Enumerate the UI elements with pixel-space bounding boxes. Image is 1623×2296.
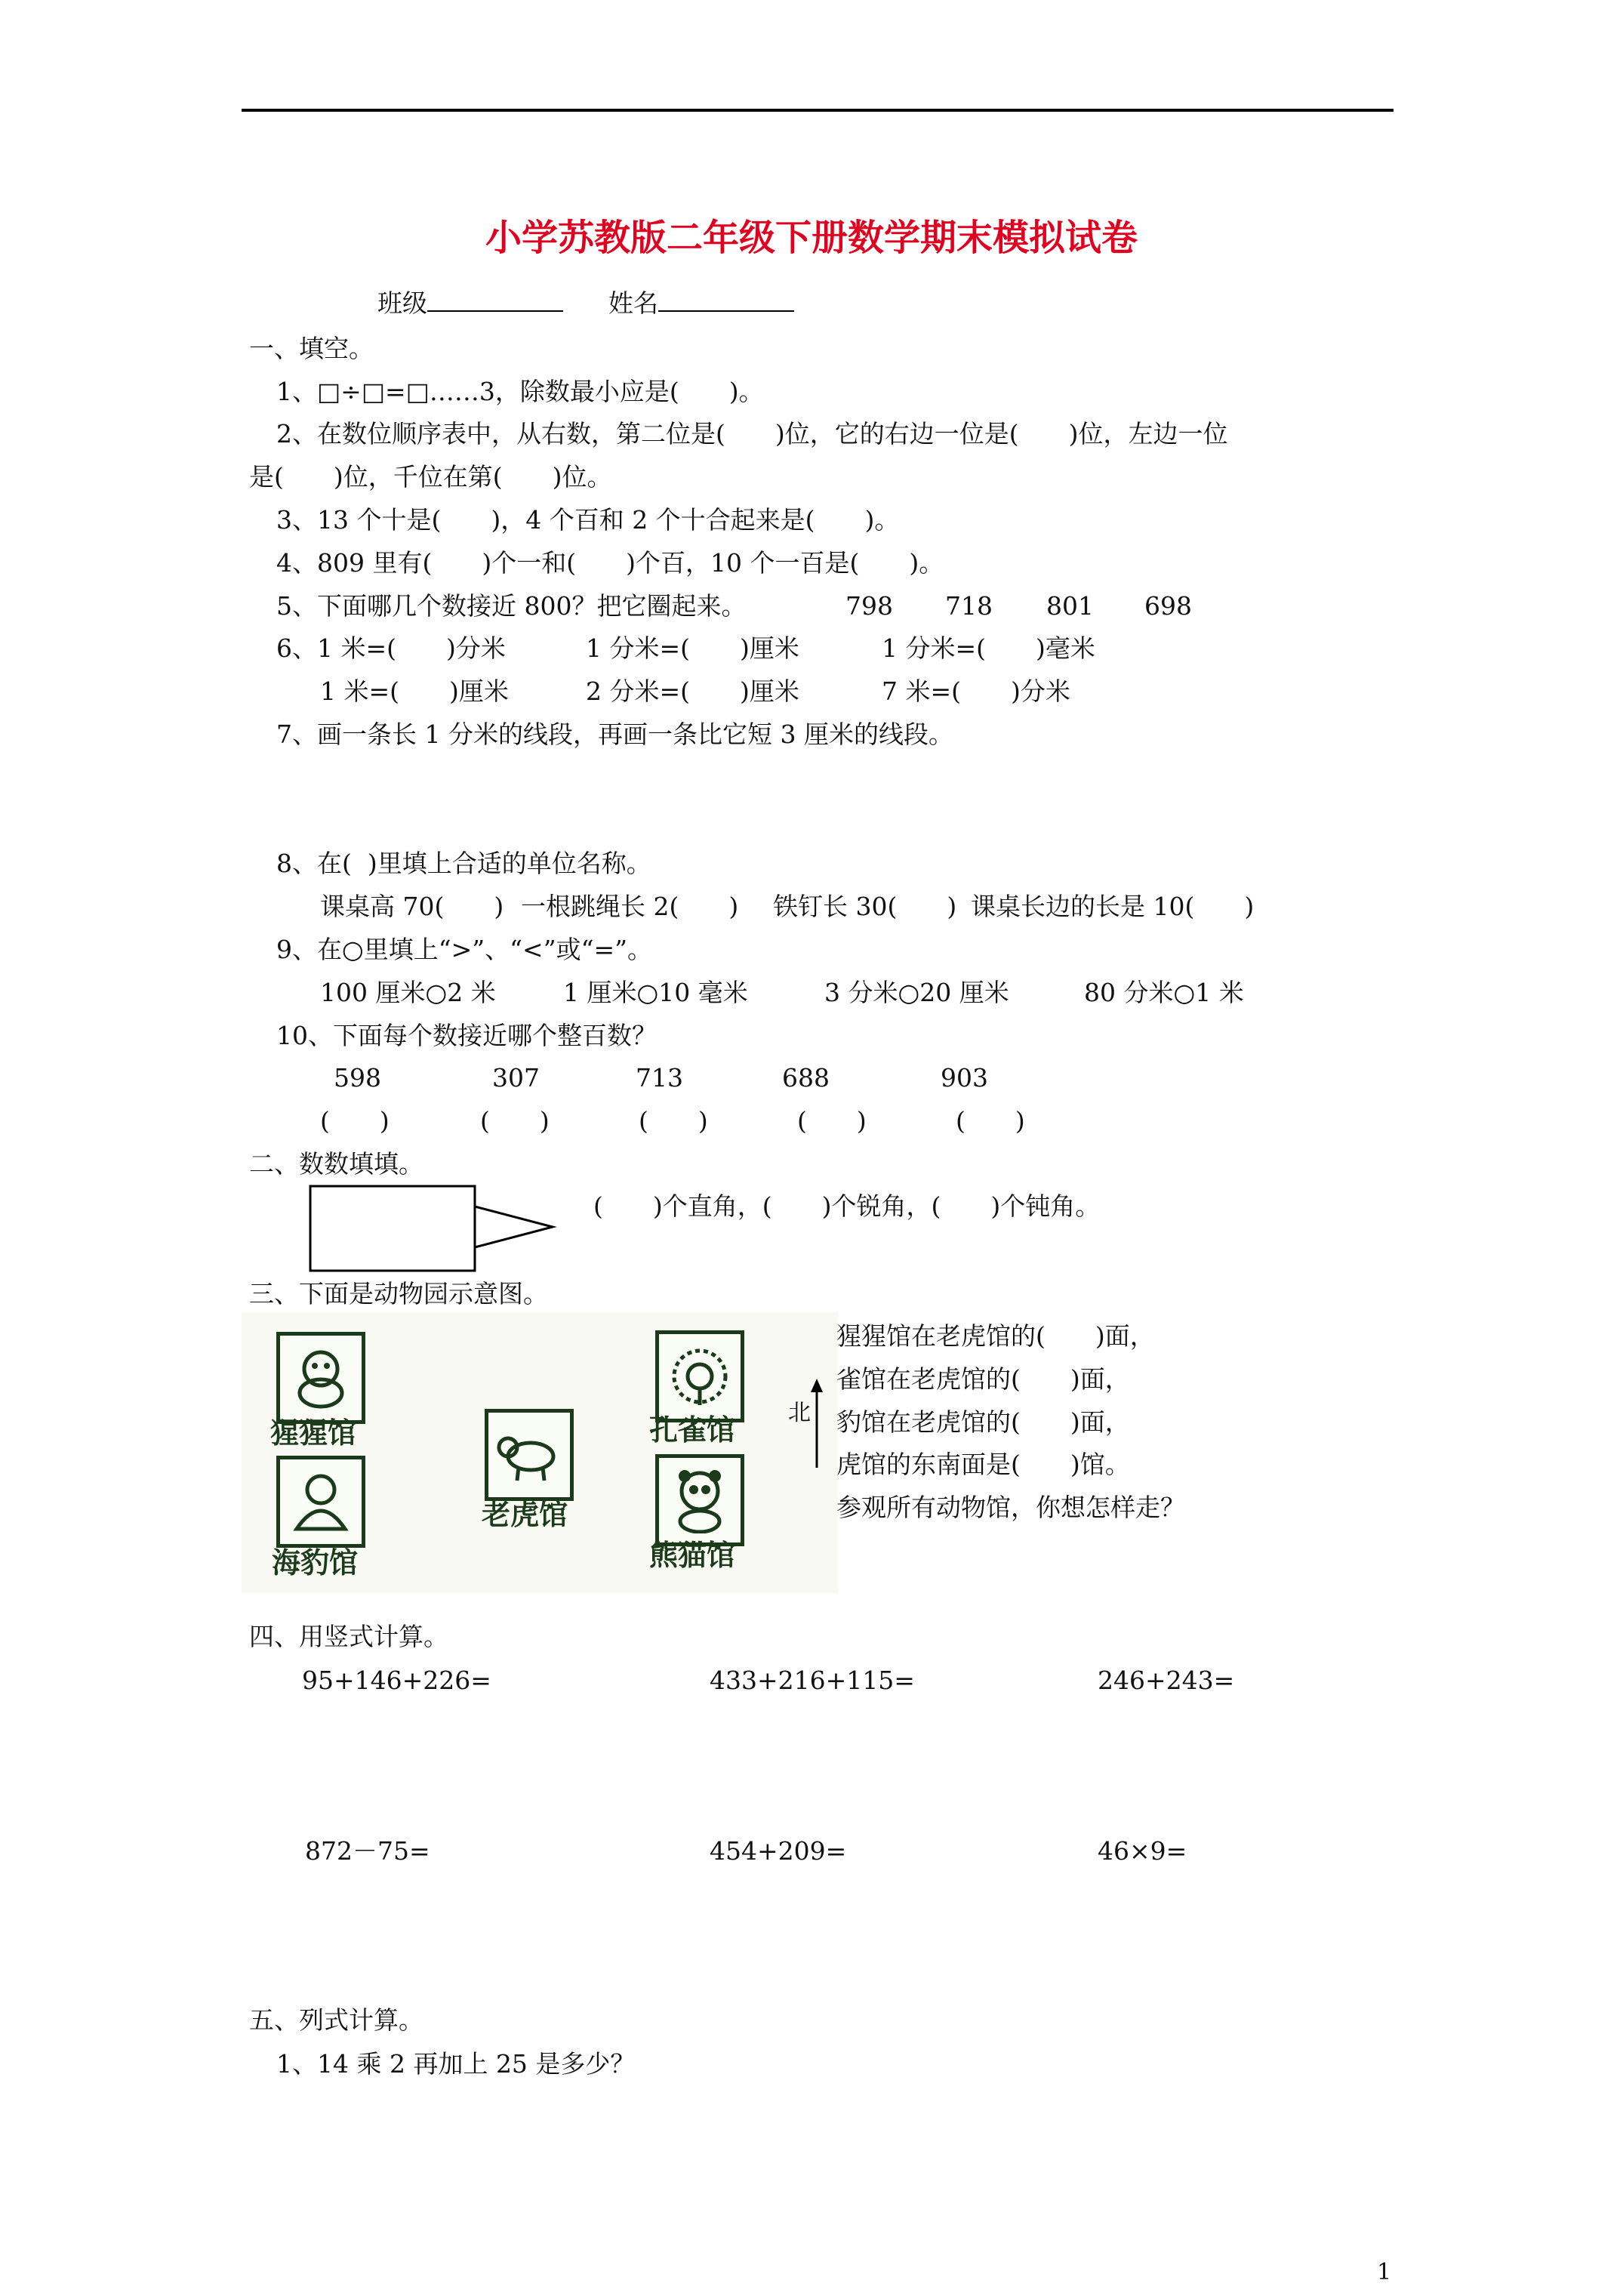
calc-item: 454+209= xyxy=(710,1836,847,1866)
rectangle-triangle-figure xyxy=(308,1184,557,1279)
s3-line: 虎馆的东南面是( )馆。 xyxy=(836,1450,1130,1479)
calc-item: 46×9= xyxy=(1098,1836,1187,1866)
venue-peacock: 孔雀馆 xyxy=(649,1413,736,1447)
q1-10-num: 598 xyxy=(334,1063,381,1093)
section-5-heading: 五、列式计算。 xyxy=(249,2005,423,2035)
q1-9-item: 80 分米○1 米 xyxy=(1084,978,1244,1007)
seal-icon xyxy=(276,1456,365,1548)
calc-item: 246+243= xyxy=(1098,1666,1235,1695)
q1-8: 8、在( )里填上合适的单位名称。 xyxy=(276,849,651,878)
q1-6-item: 6、1 米=( )分米 xyxy=(276,633,506,663)
s3-line: 参观所有动物馆，你想怎样走？ xyxy=(836,1493,1185,1522)
q1-6-item: 1 分米=( )毫米 xyxy=(882,633,1095,663)
q1-5-num: 801 xyxy=(1046,591,1094,621)
q1-10-num: 713 xyxy=(636,1063,683,1093)
q1-8-item: 课桌高 70( ) xyxy=(320,892,504,921)
class-field xyxy=(377,287,563,320)
calc-item: 433+216+115= xyxy=(710,1666,915,1695)
q1-9: 9、在○里填上“>”、“<”或“=”。 xyxy=(276,935,652,964)
q1-8-item: 一根跳绳长 2( ) xyxy=(521,892,739,921)
north-arrow-icon xyxy=(809,1379,824,1469)
s3-line: 雀馆在老虎馆的( )面， xyxy=(836,1364,1130,1394)
s3-line: 豹馆在老虎馆的( )面， xyxy=(836,1407,1130,1437)
q1-5-num: 718 xyxy=(945,591,993,621)
venue-panda: 熊猫馆 xyxy=(649,1538,736,1572)
q1-7: 7、画一条长 1 分米的线段，再画一条比它短 3 厘米的线段。 xyxy=(276,720,953,749)
section-1-heading: 一、填空。 xyxy=(249,334,374,363)
page-title: 小学苏教版二年级下册数学期末模拟试卷 xyxy=(485,217,1138,259)
tiger-icon xyxy=(485,1409,574,1501)
q1-8-item: 课桌长边的长是 10( ) xyxy=(971,892,1255,921)
s5-q1: 1、14 乘 2 再加上 25 是多少？ xyxy=(276,2049,636,2079)
class-label: 班级 xyxy=(377,288,427,318)
q1-5: 5、下面哪几个数接近 800？把它圈起来。 xyxy=(276,591,747,621)
q1-9-item: 100 厘米○2 米 xyxy=(320,978,496,1007)
venue-orangutan: 猩猩馆 xyxy=(270,1416,357,1450)
zoo-map xyxy=(242,1312,838,1593)
venue-seal: 海豹馆 xyxy=(272,1546,359,1579)
name-blank xyxy=(658,288,794,312)
q1-5-num: 798 xyxy=(845,591,893,621)
q1-4: 4、809 里有( )个一和( )个百，10 个一百是( )。 xyxy=(276,548,944,578)
q1-10-num: 307 xyxy=(492,1063,540,1093)
q1-10-blank: ( ) xyxy=(320,1106,390,1136)
q1-6-item: 1 分米=( )厘米 xyxy=(586,633,799,663)
s3-line: 猩猩馆在老虎馆的( )面， xyxy=(836,1321,1155,1351)
q1-8-item: 铁钉长 30( ) xyxy=(773,892,957,921)
top-rule xyxy=(242,109,1394,112)
section-3-heading: 三、下面是动物园示意图。 xyxy=(249,1279,548,1308)
peacock-icon xyxy=(655,1330,744,1422)
q1-10-blank: ( ) xyxy=(797,1106,867,1136)
s2-question: ( )个直角，( )个锐角，( )个钝角。 xyxy=(593,1191,1101,1221)
north-label: 北 xyxy=(788,1400,811,1426)
q1-9-item: 1 厘米○10 毫米 xyxy=(563,978,748,1007)
q1-10: 10、下面每个数接近哪个整百数？ xyxy=(276,1021,657,1050)
section-4-heading: 四、用竖式计算。 xyxy=(249,1622,448,1651)
q1-10-blank: ( ) xyxy=(639,1106,708,1136)
q1-10-blank: ( ) xyxy=(480,1106,550,1136)
q1-10-num: 903 xyxy=(941,1063,988,1093)
q1-6-item: 7 米=( )分米 xyxy=(882,676,1070,706)
q1-2a: 2、在数位顺序表中，从右数，第二位是( )位，它的右边一位是( )位，左边一位 xyxy=(276,419,1228,448)
calc-item: 872－75= xyxy=(305,1836,430,1866)
q1-2b: 是( )位，千位在第( )位。 xyxy=(249,462,612,492)
q1-10-num: 688 xyxy=(782,1063,830,1093)
q1-3: 3、13 个十是( )，4 个百和 2 个十合起来是( )。 xyxy=(276,505,900,535)
q1-1: 1、□÷□=□……3，除数最小应是( )。 xyxy=(276,377,764,406)
q1-6-item: 2 分米=( )厘米 xyxy=(586,676,799,706)
panda-icon xyxy=(655,1454,744,1546)
q1-6-item: 1 米=( )厘米 xyxy=(320,676,509,706)
section-2-heading: 二、数数填填。 xyxy=(249,1149,423,1179)
name-field xyxy=(608,287,794,320)
orangutan-icon xyxy=(276,1332,365,1424)
q1-5-num: 698 xyxy=(1144,591,1192,621)
q1-10-blank: ( ) xyxy=(956,1106,1025,1136)
venue-tiger: 老虎馆 xyxy=(482,1497,568,1531)
name-label: 姓名 xyxy=(608,288,658,318)
class-blank xyxy=(427,288,563,312)
q1-9-item: 3 分米○20 厘米 xyxy=(824,978,1009,1007)
page-number: 1 xyxy=(1377,2259,1392,2285)
calc-item: 95+146+226= xyxy=(302,1666,491,1695)
